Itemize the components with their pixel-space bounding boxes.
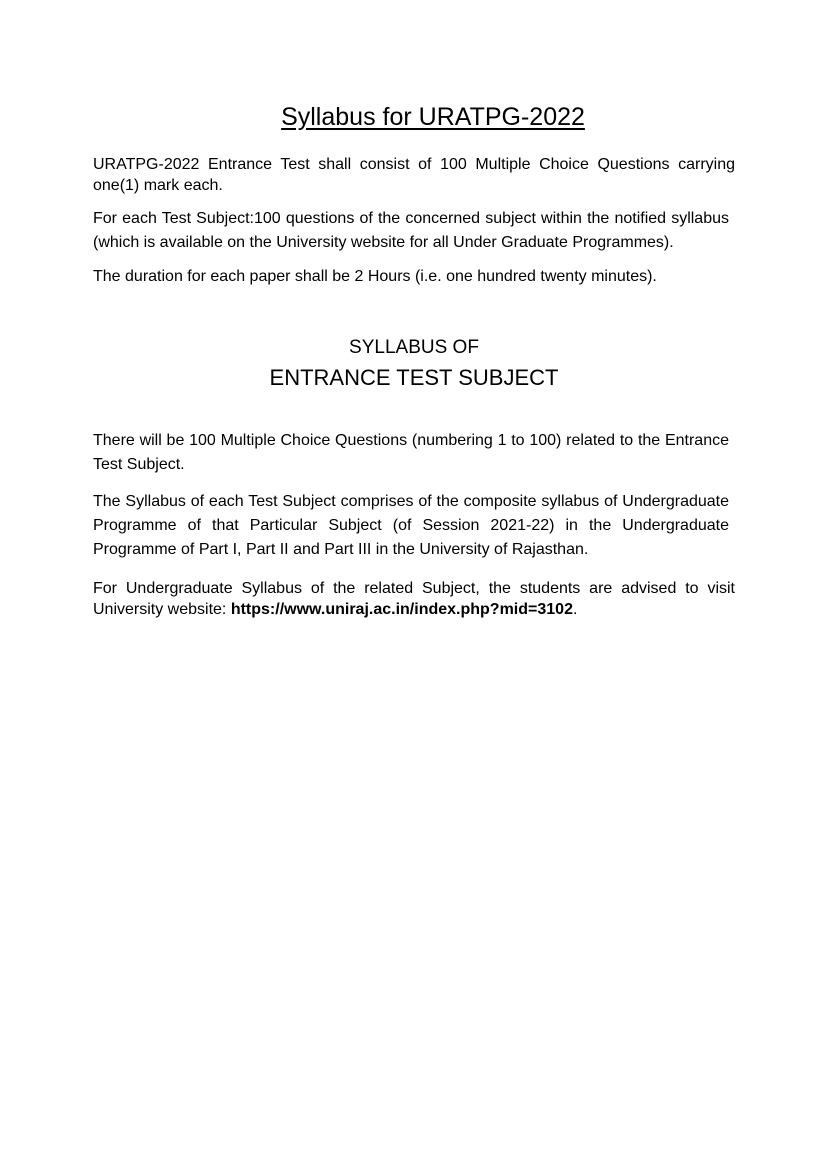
section-heading-line1: SYLLABUS OF xyxy=(349,337,479,358)
intro-paragraph-questions: URATPG-2022 Entrance Test shall consist of 100 Multiple Choice Questions carrying one(1) mark each. xyxy=(93,156,735,194)
university-website-link[interactable]: https://www.uniraj.ac.in/index.php?mid=3102 xyxy=(230,601,573,618)
section-paragraph-composite-syllabus: The Syllabus of each Test Subject comprises of the composite syllabus of Undergraduate Programme of that Particular Subject (of Session 2021-22) in the Undergraduate Programme of Part I, Part II and Part III in the University of Rajasthan. xyxy=(93,493,729,558)
website-suffix: . xyxy=(572,601,578,618)
intro-paragraph-test-subject: For each Test Subject:100 questions of the concerned subject within the notified syllabus (which is available on the University website for all Under Graduate Programmes). xyxy=(93,210,729,251)
section-paragraph-questions: There will be 100 Multiple Choice Questions (numbering 1 to 100) related to the Entrance Test Subject. xyxy=(93,432,729,473)
intro-paragraph-duration: The duration for each paper shall be 2 Hours (i.e. one hundred twenty minutes). xyxy=(93,268,657,285)
section-heading-line2: ENTRANCE TEST SUBJECT xyxy=(269,365,559,390)
document-body xyxy=(93,100,735,631)
website-text: For Undergraduate Syllabus of the related Subject, the students are advised to visit University website: xyxy=(93,580,735,618)
section-heading xyxy=(93,335,735,395)
page-title: Syllabus for URATPG-2022 xyxy=(281,103,585,131)
section-paragraph-website xyxy=(93,578,735,620)
